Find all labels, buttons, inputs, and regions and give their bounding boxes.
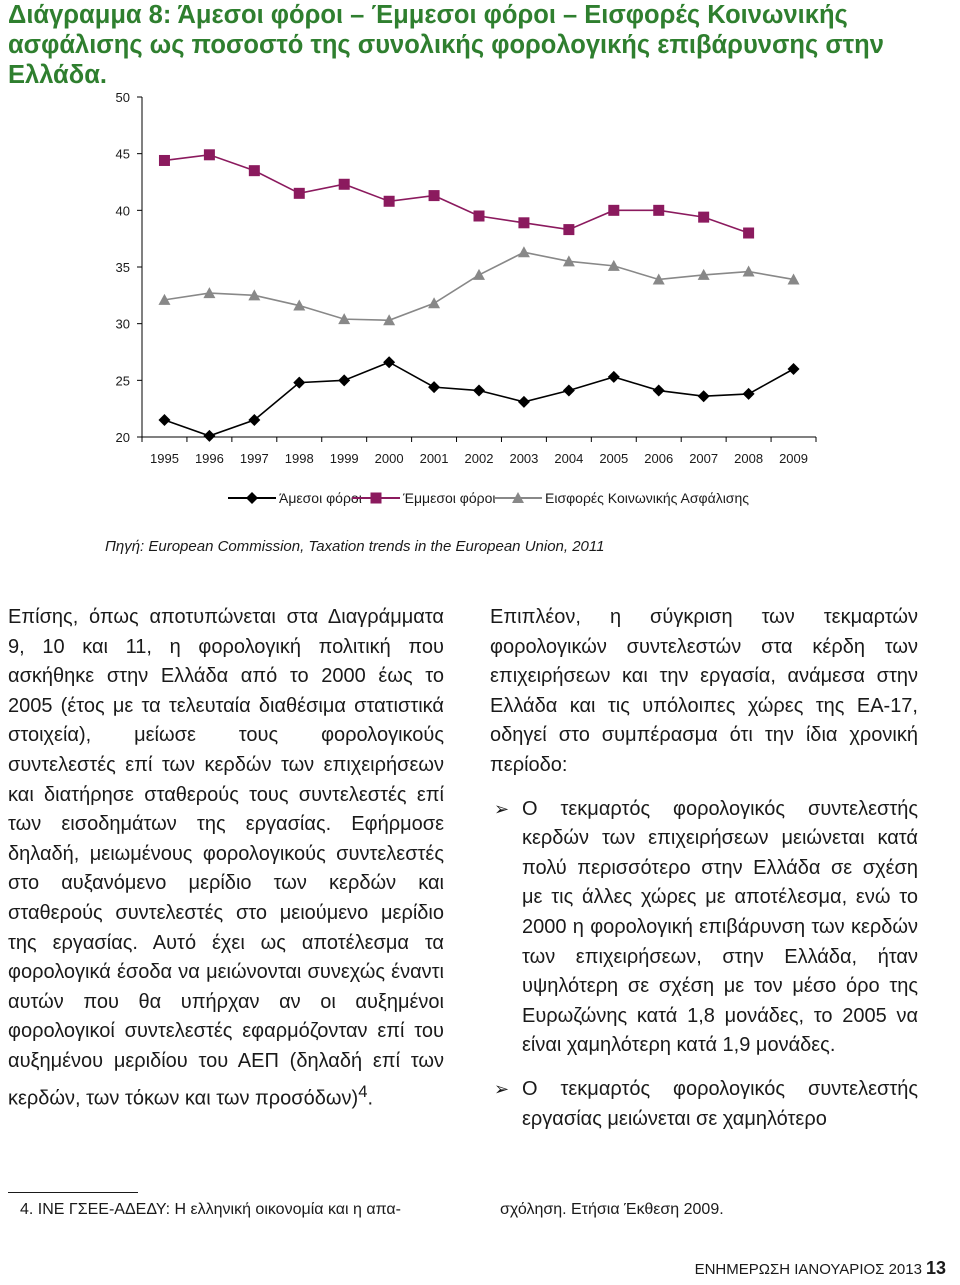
legend-label: Άμεσοι φόροι xyxy=(279,490,362,506)
footnote-continuation: σχόληση. Ετήσια Έκθεση 2009. xyxy=(500,1201,724,1218)
right-column xyxy=(490,603,918,1148)
data-point xyxy=(653,385,665,397)
data-point xyxy=(204,149,215,160)
y-tick-label: 50 xyxy=(115,90,130,105)
x-tick-label: 1996 xyxy=(194,451,224,466)
data-point xyxy=(743,228,754,239)
legend-marker xyxy=(246,492,258,504)
data-point xyxy=(383,356,395,368)
bullet-item xyxy=(490,795,918,1061)
x-tick-label: 1999 xyxy=(329,451,359,466)
left-paragraph: Επίσης, όπως αποτυπώνεται στα Διαγράμματα 9, 10 και 11, η φορολογική πολιτική που ασκήθηκε στην Ελλάδα από το 2000 έως το 2005 (έτος με τα τελευταία διαθέσιμα στατιστικά στοιχεία), μείωσε τους φορολογικούς συντελεστές επί των κερδών των επιχειρήσεων και διατήρησε σταθερούς τους συντελεστές επί των εισοδημάτων της εργασίας. Εφήρμοσε δηλαδή, μειωμένους φορολογικούς συντελεστές στο αυξανόμενο μερίδιο των κερδών και σταθερούς συντελεστές στο μειούμενο μερίδιο της εργασίας. Αυτό έχει ως αποτέλεσμα τα φορολογικά έσοδα να μειώνονται συνεχώς έναντι αυτών που θα υπήρχαν αν οι αυξημένοι φορολογικοί συντελεστές εφαρμόζονταν επί του αυξημένου μεριδίου του ΑΕΠ (δηλαδή επί των κερδών, των τόκων και των προσόδων)$^4$. xyxy=(8,606,444,1110)
x-tick-label: 2008 xyxy=(734,451,764,466)
data-point xyxy=(158,414,170,426)
data-point xyxy=(563,224,574,235)
data-point xyxy=(474,211,485,222)
x-tick-label: 2004 xyxy=(554,451,584,466)
arrow-bullet-icon: ➢ xyxy=(494,798,510,819)
data-point xyxy=(338,374,350,386)
y-tick-label: 25 xyxy=(115,373,130,389)
bullet-item xyxy=(490,1075,918,1134)
data-point xyxy=(203,430,215,442)
data-point xyxy=(743,388,755,400)
x-tick-label: 2002 xyxy=(464,451,494,466)
data-point xyxy=(159,155,170,166)
x-tick-label: 1995 xyxy=(150,451,179,466)
page-number: 13 xyxy=(925,1258,946,1278)
x-tick-label: 2000 xyxy=(374,451,404,466)
x-tick-label: 2006 xyxy=(644,451,674,466)
data-point xyxy=(743,266,755,277)
data-point xyxy=(429,190,440,201)
legend-marker xyxy=(371,493,382,504)
figure-title: Διάγραμμα 8: Άμεσοι φόροι – Έμμεσοι φόροι – Εισφορές Κοινωνικής ασφάλισης ως ποσοστό της συνολικής φορολογικής επιβάρυνσης στην Ελλάδα. xyxy=(8,1,884,89)
x-tick-label: 2007 xyxy=(689,451,719,466)
data-point xyxy=(339,179,350,190)
data-point xyxy=(563,385,575,397)
line-chart xyxy=(0,80,960,535)
y-tick-label: 45 xyxy=(115,146,130,162)
x-tick-label: 2003 xyxy=(509,451,539,466)
legend-label: Εισφορές Κοινωνικής Ασφάλισης xyxy=(545,490,749,506)
data-point xyxy=(428,297,440,308)
x-tick-label: 2005 xyxy=(599,451,629,466)
arrow-bullet-icon: ➢ xyxy=(494,1078,510,1099)
data-point xyxy=(518,246,530,257)
x-tick-label: 2001 xyxy=(419,451,449,466)
series-line-1 xyxy=(164,362,793,436)
bullet-list xyxy=(490,795,918,1135)
data-point xyxy=(473,269,485,280)
footnote: 4. ΙΝΕ ΓΣΕΕ-ΑΔΕΔΥ: Η ελληνική οικονομία και η απα- xyxy=(20,1201,401,1218)
data-point xyxy=(788,363,800,375)
page-footer xyxy=(695,1258,946,1279)
data-point xyxy=(518,217,529,228)
legend-label: Έμμεσοι φόροι xyxy=(403,490,496,506)
chart-source: Πηγή: European Commission, Taxation trends in the European Union, 2011 xyxy=(105,538,605,555)
bullet-text: Ο τεκμαρτός φορολογικός συντελεστής εργασίας μειώνεται σε χαμηλότερο xyxy=(522,1077,918,1130)
footnote-divider xyxy=(8,1192,138,1193)
bullet-text: Ο τεκμαρτός φορολογικός συντελεστής κερδών των επιχειρήσεων μειώνεται κατά πολύ περισσότερο στην Ελλάδα σε σχέση με τις άλλες χώρες με αποτέλεσμα, ενώ το 2000 η φορολογική επιβάρυνση των κερδών των επιχειρήσεων, στην Ελλάδα, ήταν υψηλότερη σε σχέση με τον μέσο όρο της Ευρωζώνης κατά 1,8 μονάδες, το 2005 να είναι χαμηλότερη κατά 1,9 μονάδες. xyxy=(522,797,918,1057)
data-point xyxy=(518,396,530,408)
footer-text: ΕΝΗΜΕΡΩΣΗ ΙΑΝΟΥΑΡΙΟΣ 2013 xyxy=(694,1261,922,1278)
x-tick-label: 1997 xyxy=(239,451,269,466)
data-point xyxy=(473,385,485,397)
y-tick-label: 30 xyxy=(115,316,130,332)
y-tick-label: 35 xyxy=(115,260,130,275)
left-column xyxy=(8,603,444,1114)
x-tick-label: 1998 xyxy=(284,451,314,466)
data-point xyxy=(653,205,664,216)
data-point xyxy=(698,390,710,402)
x-tick-label: 2009 xyxy=(779,451,808,466)
data-point xyxy=(249,165,260,176)
y-tick-label: 40 xyxy=(115,203,130,219)
data-point xyxy=(384,196,395,207)
footnote-ref: 4 xyxy=(358,1081,368,1101)
data-point xyxy=(608,371,620,383)
data-point xyxy=(608,205,619,216)
y-tick-label: 20 xyxy=(115,430,130,445)
data-point xyxy=(428,381,440,393)
left-paragraph-text: Επίσης, όπως αποτυπώνεται στα Διαγράμματα 9, 10 και 11, η φορολογική πολιτική που ασκήθηκε στην Ελλάδα από το 2000 έως το 2005 (έτος με τα τελευταία διαθέσιμα στατιστικά στοιχεία), μείωσε τους φορολογικούς συντελεστές επί των κερδών των επιχειρήσεων και διατήρησε σταθερούς τους συντελεστές επί των εισοδημάτων της εργασίας. Εφήρμοσε δηλαδή, μειωμένους φορολογικούς συντελεστές στο αυξανόμενο μερίδιο των κερδών και σταθερούς συντελεστές στο μειούμενο μερίδιο της εργασίας. Αυτό έχει ως αποτέλεσμα τα φορολογικά έσοδα να μειώνονται συνεχώς έναντι αυτών που θα υπήρχαν αν οι αυξημένοι φορολογικοί συντελεστές εφαρμόζονταν επί του αυξημένου μεριδίου του ΑΕΠ (δηλαδή επί των κερδών, των τόκων και των προσόδων) xyxy=(8,606,444,1110)
series-line-3 xyxy=(164,252,793,320)
right-paragraph: Επιπλέον, η σύγκριση των τεκμαρτών φορολογικών συντελεστών στα κέρδη των επιχειρήσεων και την εργασία, ανάμεσα στην Ελλάδα και τις υπόλοιπες χώρες της ΕΑ-17, οδηγεί στο συμπέρασμα ότι την ίδια χρονική περίοδο: xyxy=(490,606,918,776)
data-point xyxy=(698,212,709,223)
data-point xyxy=(294,188,305,199)
